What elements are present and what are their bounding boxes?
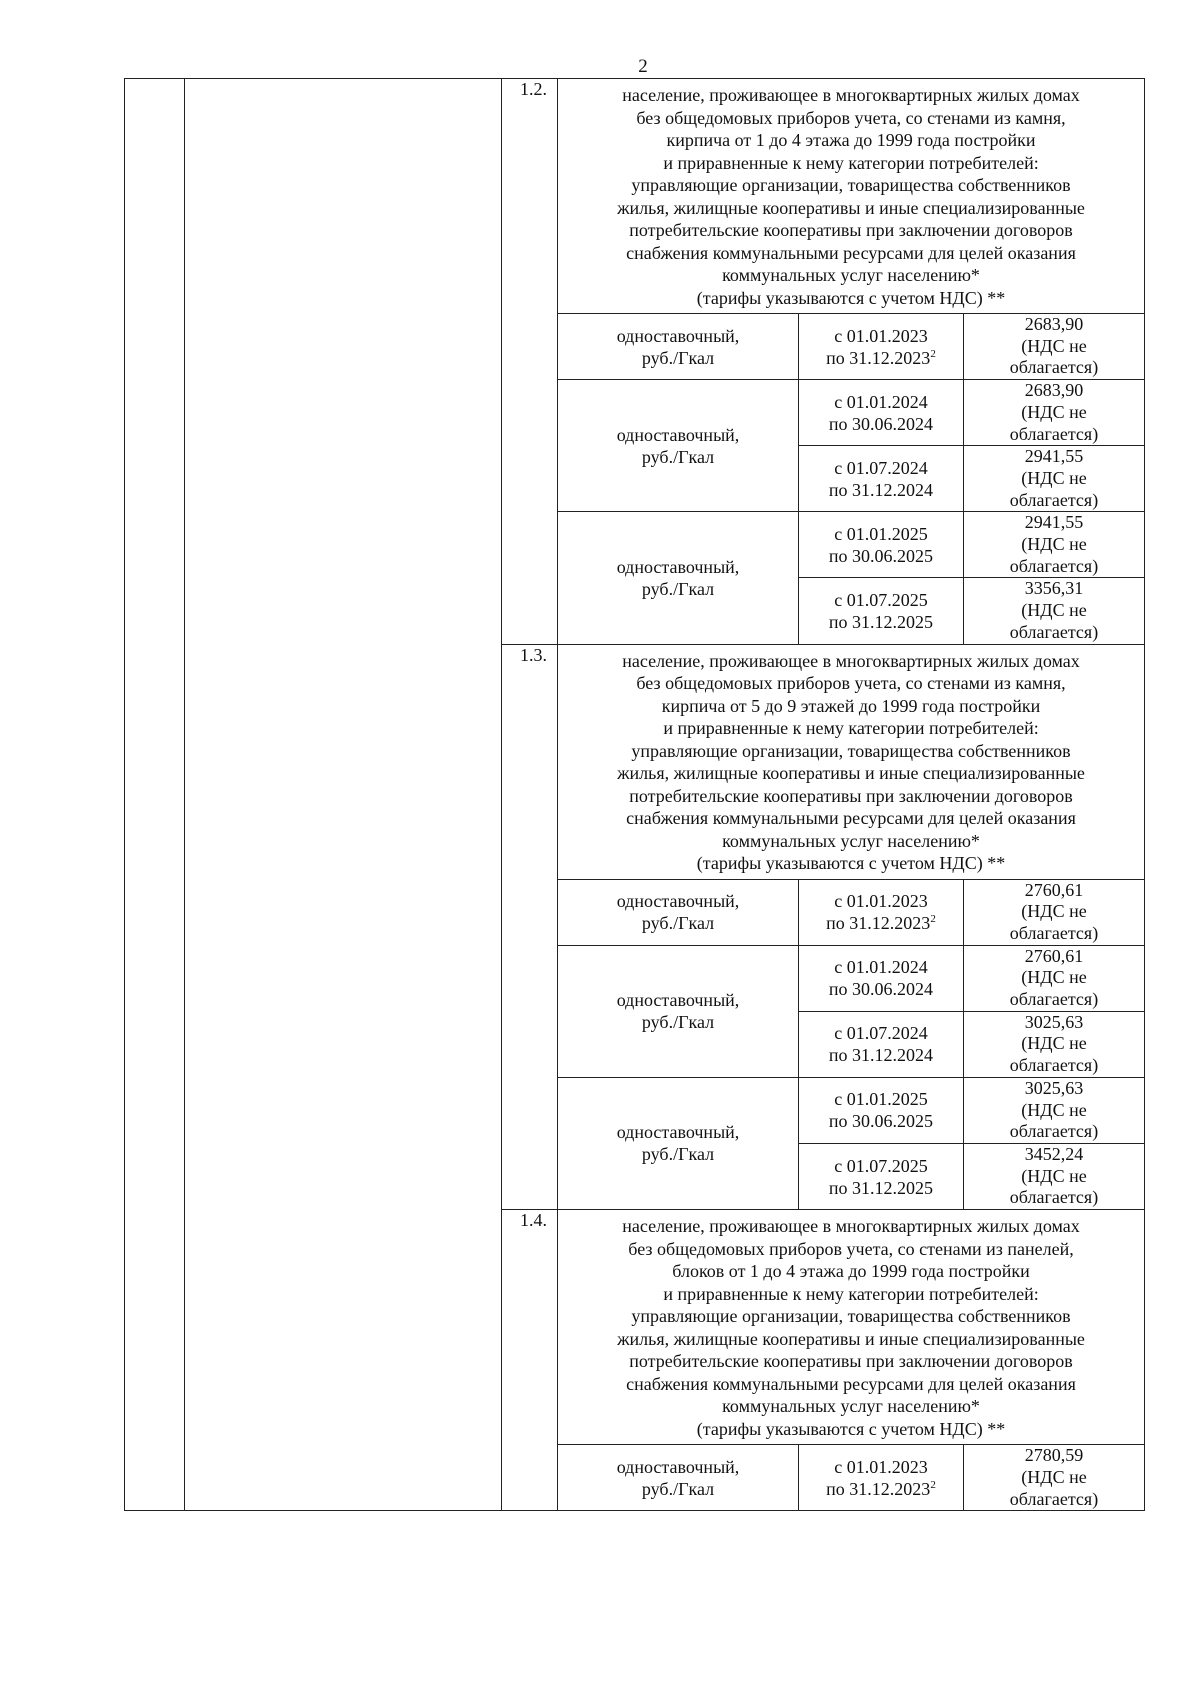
period-to: по 30.06.2025	[828, 545, 934, 566]
description-line: коммунальных услуг населению*	[722, 830, 980, 851]
rate-value: 2683,90	[1024, 314, 1084, 334]
rate-value: 3452,24	[1024, 1143, 1084, 1164]
description-line: потребительские кооперативы при заключении договоров	[629, 785, 1073, 806]
rate-vat-note: (НДС не	[1021, 335, 1087, 356]
period-from: с 01.01.2025	[834, 1089, 928, 1110]
period-from: с 01.07.2024	[834, 457, 928, 478]
tariff-type-line: руб./Гкал	[641, 913, 715, 934]
description-line: население, проживающее в многоквартирных жилых домах	[622, 650, 1080, 671]
period-to-line	[799, 1478, 963, 1500]
page-number: 2	[638, 56, 648, 77]
period-from: с 01.01.2023	[834, 891, 928, 912]
rate-vat-note: облагается)	[1009, 1055, 1099, 1076]
rate-vat-note: облагается)	[1009, 621, 1099, 642]
period-to-line	[799, 1110, 963, 1132]
period-from: с 01.07.2025	[834, 1155, 928, 1176]
period-to: по 31.12.2025	[828, 1177, 934, 1198]
tariff-type	[558, 380, 799, 512]
tariff-type-line: руб./Гкал	[641, 446, 715, 467]
description-line: жилья, жилищные кооперативы и иные специализированные	[617, 197, 1085, 218]
period-from: с 01.07.2025	[834, 589, 928, 610]
rate-vat-note: облагается)	[1009, 357, 1099, 378]
description-line: снабжения коммунальными ресурсами для целей оказания	[626, 242, 1076, 263]
period-to: по 31.12.2023	[826, 913, 931, 934]
tariff-type	[558, 1445, 799, 1511]
validity-period	[799, 446, 964, 512]
rate-vat-note: (НДС не	[1021, 901, 1087, 922]
rate-value: 2941,55	[1024, 512, 1084, 533]
period-from: с 01.01.2024	[834, 957, 928, 978]
rate-vat-note: (НДС не	[1021, 1033, 1087, 1054]
tariff-type-line: одноставочный,	[616, 556, 740, 577]
tariff-type	[558, 512, 799, 644]
rate-vat-note: облагается)	[1009, 423, 1099, 444]
tariff-type	[558, 945, 799, 1077]
section-description	[558, 79, 1145, 314]
description-line: управляющие организации, товарищества собственников	[631, 740, 1071, 761]
rate-vat-note: (НДС не	[1021, 600, 1087, 621]
description-line: коммунальных услуг населению*	[722, 1396, 980, 1417]
rate-value: 2780,59	[1024, 1445, 1084, 1466]
tariff-rate	[964, 879, 1145, 945]
description-line: без общедомовых приборов учета, со стенами из камня,	[636, 673, 1066, 694]
section-description	[558, 1210, 1145, 1445]
validity-period	[799, 314, 964, 380]
period-from: с 01.01.2023	[834, 325, 928, 346]
tariff-rate	[964, 314, 1145, 380]
rate-vat-note: облагается)	[1009, 1121, 1099, 1142]
tariff-type-line: руб./Гкал	[641, 578, 715, 599]
validity-period	[799, 879, 964, 945]
tariff-type	[558, 1077, 799, 1209]
tariff-type-line: одноставочный,	[616, 424, 740, 445]
period-from: с 01.01.2025	[834, 523, 928, 544]
rate-vat-note: облагается)	[1009, 922, 1099, 943]
tariff-type-line: одноставочный,	[616, 1122, 740, 1143]
period-to-line	[799, 413, 963, 435]
rate-value: 2760,61	[1024, 945, 1084, 966]
tariff-type-line: одноставочный,	[616, 990, 740, 1011]
period-to: по 30.06.2025	[828, 1111, 934, 1132]
tariff-table-body	[125, 79, 1145, 1511]
tariff-type	[558, 879, 799, 945]
description-line: снабжения коммунальными ресурсами для целей оказания	[626, 1373, 1076, 1394]
description-line: кирпича от 5 до 9 этажей до 1999 года постройки	[661, 695, 1041, 716]
description-line: потребительские кооперативы при заключении договоров	[629, 220, 1073, 240]
footnote-marker: 2	[930, 913, 936, 926]
rate-vat-note: облагается)	[1009, 989, 1099, 1010]
period-to: по 31.12.2025	[828, 611, 934, 632]
tariff-rate	[964, 578, 1145, 644]
description-line: потребительские кооперативы при заключении договоров	[629, 1351, 1073, 1372]
description-line: без общедомовых приборов учета, со стенами из камня,	[636, 107, 1066, 128]
period-to: по 31.12.2024	[828, 479, 934, 500]
empty-column-left	[125, 79, 185, 1511]
tariff-type-line: руб./Гкал	[641, 347, 715, 368]
rate-value: 2760,61	[1024, 879, 1084, 900]
validity-period	[799, 578, 964, 644]
footnote-marker: 2	[930, 347, 936, 360]
period-from: с 01.07.2024	[834, 1023, 928, 1044]
period-to-line	[799, 1044, 963, 1066]
tariff-type-line: руб./Гкал	[641, 1478, 715, 1499]
tariff-type-line: одноставочный,	[616, 1456, 740, 1477]
description-line: блоков от 1 до 4 этажа до 1999 года постройки	[672, 1261, 1030, 1282]
rate-vat-note: (НДС не	[1021, 534, 1087, 555]
description-line: управляющие организации, товарищества собственников	[631, 1306, 1071, 1327]
rate-value: 2941,55	[1024, 446, 1084, 467]
rate-vat-note: облагается)	[1009, 1187, 1099, 1208]
period-from: с 01.01.2023	[834, 1456, 928, 1477]
tariff-rate	[964, 380, 1145, 446]
rate-value: 3025,63	[1024, 1011, 1084, 1032]
validity-period	[799, 1077, 964, 1143]
validity-period	[799, 1143, 964, 1209]
footnote-marker: 2	[930, 1478, 936, 1491]
tariff-type-line: одноставочный,	[616, 325, 740, 346]
section-number: 1.3.	[502, 644, 558, 1210]
description-line: (тарифы указываются с учетом НДС) **	[696, 287, 1006, 308]
description-line: население, проживающее в многоквартирных жилых домах	[622, 1216, 1080, 1237]
validity-period	[799, 1445, 964, 1511]
rate-vat-note: (НДС не	[1021, 1466, 1087, 1487]
description-line: (тарифы указываются с учетом НДС) **	[696, 1418, 1006, 1439]
description-line: снабжения коммунальными ресурсами для целей оказания	[626, 808, 1076, 829]
validity-period	[799, 512, 964, 578]
rate-value: 2683,90	[1024, 380, 1084, 401]
description-line: кирпича от 1 до 4 этажа до 1999 года постройки	[666, 130, 1036, 150]
rate-vat-note: (НДС не	[1021, 401, 1087, 422]
section-number: 1.4.	[502, 1210, 558, 1511]
validity-period	[799, 945, 964, 1011]
section-header-row	[125, 79, 1145, 314]
rate-value: 3356,31	[1024, 578, 1084, 599]
section-description	[558, 644, 1145, 879]
description-line: и приравненные к нему категории потребителей:	[663, 152, 1039, 173]
validity-period	[799, 380, 964, 446]
description-line: (тарифы указываются с учетом НДС) **	[696, 853, 1006, 874]
rate-vat-note: (НДС не	[1021, 967, 1087, 988]
rate-vat-note: облагается)	[1009, 1488, 1099, 1509]
period-to: по 30.06.2024	[828, 979, 934, 1000]
tariff-type	[558, 314, 799, 380]
rate-vat-note: (НДС не	[1021, 1099, 1087, 1120]
tariff-rate	[964, 1143, 1145, 1209]
tariff-rate	[964, 512, 1145, 578]
description-line: коммунальных услуг населению*	[722, 265, 980, 285]
period-to-line	[799, 912, 963, 934]
period-from: с 01.01.2024	[834, 391, 928, 412]
rate-vat-note: (НДС не	[1021, 1165, 1087, 1186]
tariff-type-line: руб./Гкал	[641, 1012, 715, 1033]
tariff-type-line: одноставочный,	[616, 891, 740, 912]
period-to: по 31.12.2024	[828, 1045, 934, 1066]
description-line: управляющие организации, товарищества собственников	[631, 175, 1071, 195]
section-number: 1.2.	[502, 79, 558, 645]
description-line: и приравненные к нему категории потребителей:	[663, 1283, 1039, 1304]
period-to: по 31.12.2023	[826, 1478, 931, 1499]
period-to-line	[799, 1177, 963, 1199]
description-line: и приравненные к нему категории потребителей:	[663, 718, 1039, 739]
tariff-rate	[964, 1011, 1145, 1077]
period-to-line	[799, 978, 963, 1000]
empty-column-name	[185, 79, 502, 1511]
rate-vat-note: облагается)	[1009, 555, 1099, 576]
tariff-rate	[964, 1445, 1145, 1511]
period-to-line	[799, 545, 963, 567]
period-to: по 31.12.2023	[826, 347, 931, 368]
description-line: без общедомовых приборов учета, со стенами из панелей,	[628, 1238, 1074, 1259]
tariff-rate	[964, 1077, 1145, 1143]
rate-value: 3025,63	[1024, 1077, 1084, 1098]
description-line: жилья, жилищные кооперативы и иные специализированные	[617, 1328, 1085, 1349]
rate-vat-note: облагается)	[1009, 489, 1099, 510]
rate-vat-note: (НДС не	[1021, 467, 1087, 488]
tariff-type-line: руб./Гкал	[641, 1144, 715, 1165]
period-to-line	[799, 611, 963, 633]
tariff-rate	[964, 446, 1145, 512]
period-to-line	[799, 479, 963, 501]
validity-period	[799, 1011, 964, 1077]
period-to: по 30.06.2024	[828, 413, 934, 434]
tariff-rate	[964, 945, 1145, 1011]
description-line: жилья, жилищные кооперативы и иные специализированные	[617, 763, 1085, 784]
description-line: население, проживающее в многоквартирных жилых домах	[622, 85, 1080, 105]
tariff-table	[124, 78, 1145, 1511]
period-to-line	[799, 347, 963, 369]
